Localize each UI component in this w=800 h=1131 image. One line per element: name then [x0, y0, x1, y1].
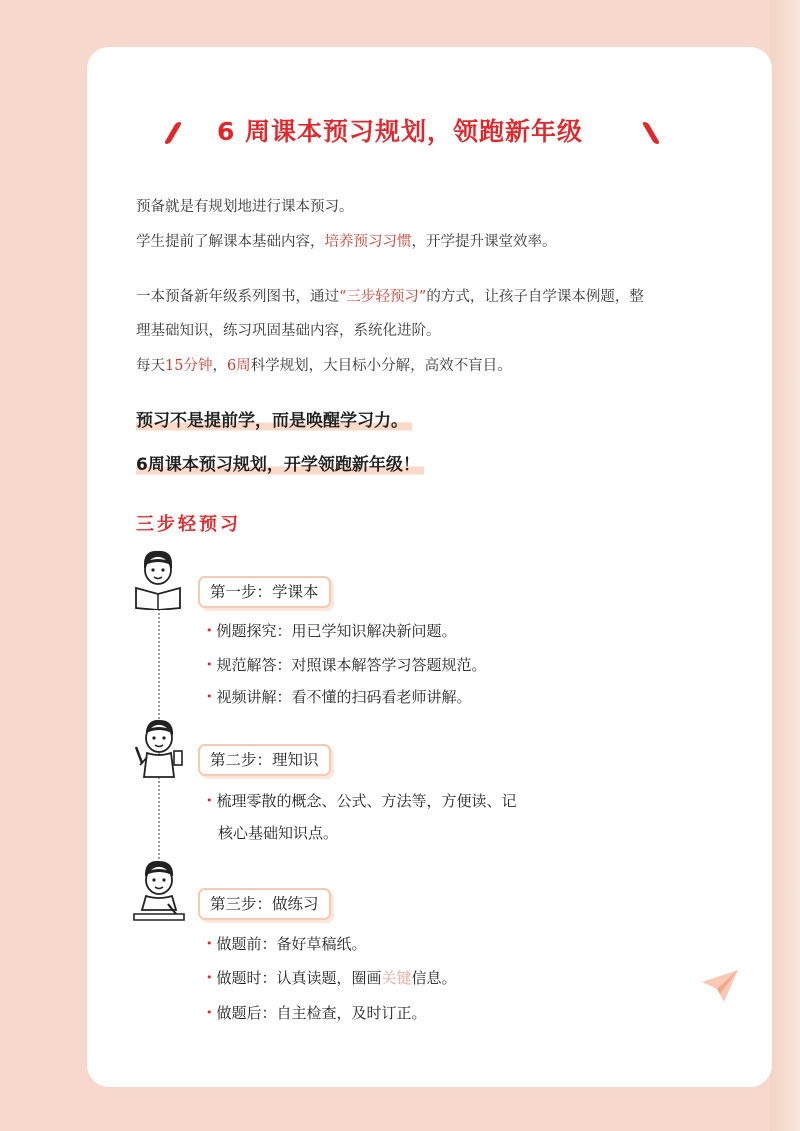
step-2-bullet-1: • 梳理零散的概念、公式、方法等，方便读、记: [206, 792, 517, 810]
step-1-bullet-3: • 视频讲解：看不懂的扫码看老师讲解。: [206, 688, 472, 706]
bullet-dot-icon: •: [206, 690, 213, 703]
page-title: 6 周课本预习规划，领跑新年级: [216, 117, 584, 146]
step-1-bullet-1: • 例题探究：用已学知识解决新问题。: [206, 622, 457, 640]
step-1-label: 第一步：学课本: [198, 576, 331, 608]
intro-line-2: 学生提前了解课本基础内容，培养预习习惯，开学提升课堂效率。: [136, 234, 557, 250]
highlight-text: 15分钟: [165, 358, 213, 374]
paper-plane-icon: [700, 968, 740, 1004]
boy-writing-icon: [130, 858, 188, 922]
step-3-bullet-3: • 做题后：自主检查，及时订正。: [206, 1004, 427, 1022]
bullet-dot-icon: •: [206, 971, 213, 984]
series-line-1: 一本预备新年级系列图书，通过“三步轻预习”的方式，让孩子自学课本例题，整: [136, 289, 644, 305]
step-1-bullet-2: • 规范解答：对照课本解答学习答题规范。: [206, 656, 487, 674]
bullet-dot-icon: •: [206, 1006, 213, 1019]
step-3-bullet-1: • 做题前：备好草稿纸。: [206, 935, 367, 953]
slogan-line-1: 预习不是提前学，而是唤醒学习力。: [136, 406, 412, 433]
bullet-dot-icon: •: [206, 937, 213, 950]
bullet-dot-icon: •: [206, 624, 213, 637]
step-3-label: 第三步：做练习: [198, 888, 331, 920]
step-3-bullet-2: • 做题时：认真读题，圈画关键信息。: [206, 969, 457, 987]
step-2-label: 第二步：理知识: [198, 744, 331, 776]
bullet-dot-icon: •: [206, 658, 213, 671]
highlight-text: 培养预习习惯: [324, 234, 412, 250]
step-2-continuation: 核心基础知识点。: [218, 824, 339, 842]
section-title: 三步轻预习: [136, 514, 241, 535]
boy-reading-icon: [130, 548, 186, 610]
intro-line-1: 预备就是有规划地进行课本预习。: [136, 199, 354, 215]
series-line-2: 理基础知识，练习巩固基础内容，系统化进阶。: [136, 323, 441, 339]
slogan-line-2: 6周课本预习规划，开学领跑新年级！: [136, 450, 424, 477]
bullet-dot-icon: •: [206, 794, 213, 807]
highlight-text: 6周: [226, 358, 251, 374]
boy-thinking-icon: [128, 717, 188, 779]
highlight-text: “三步轻预习”: [339, 289, 427, 305]
series-line-3: 每天15分钟，6周科学规划，大目标小分解，高效不盲目。: [136, 358, 512, 374]
page-edge: [770, 0, 800, 1131]
